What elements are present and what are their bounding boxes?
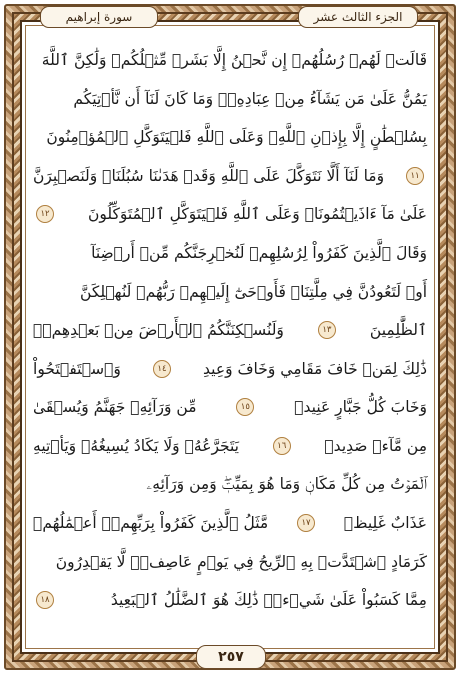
juz-label: الجزء الثالث عشر	[298, 6, 418, 28]
verse-line	[33, 196, 427, 232]
verse-text: عَلَىٰ مَآ ءَاذَيۡتُمُونَاۚ وَعَلَى ٱللَّهِ فَلۡيَتَوَكَّلِ ٱلۡمُتَوَكِّلُونَ	[88, 205, 427, 224]
verse-text: يَمُنُّ عَلَىٰ مَن يَشَآءُ مِنۡ عِبَادِهِۦۖ وَمَا كَانَ لَنَآ أَن نَّأۡتِيَكُم	[73, 89, 427, 108]
verse-text: بِسُلۡطَٰنٍ إِلَّا بِإِذۡنِ ٱللَّهِۚ وَعَلَى ٱللَّهِ فَلۡيَتَوَكَّلِ ٱلۡمُؤۡمِنُونَ	[46, 128, 427, 147]
verse-text: ٱلۡمَوۡتُ مِن كُلِّ مَكَانٖ وَمَا هُوَ بِمَيِّتٖۖ وَمِن وَرَآئِهِۦ	[146, 475, 427, 494]
verse-line	[33, 312, 427, 348]
ayah-number-marker: ١٦	[273, 437, 291, 455]
verse-text: وَخَابَ كُلُّ جَبَّارٍ عَنِيدٖ	[294, 398, 427, 417]
verse-text: مَّثَلُ ٱلَّذِينَ كَفَرُواْ بِرَبِّهِمۡۖ أَعۡمَٰلُهُمۡ	[33, 514, 269, 533]
verse-text: ذَٰلِكَ لِمَنۡ خَافَ مَقَامِي وَخَافَ وَعِيدِ	[203, 359, 427, 378]
verse-text: وَٱسۡتَفۡتَحُواْ	[33, 359, 121, 378]
verse-text: مِن مَّآءٖ صَدِيدٖ	[324, 437, 427, 455]
verse-line	[33, 428, 427, 464]
verse-text: ٱلظَّٰلِمِينَ	[369, 321, 427, 340]
verse-text: وَلَنُسۡكِنَنَّكُمُ ٱلۡأَرۡضَ مِنۢ بَعۡدِهِمۡۚ	[33, 321, 284, 340]
ayah-number-marker: ١٤	[153, 360, 171, 378]
verse-line	[33, 42, 427, 78]
verse-line	[33, 544, 427, 580]
verse-text: قَالَتۡ لَهُمۡ رُسُلُهُمۡ إِن نَّحۡنُ إِلَّا بَشَرٞ مِّثۡلُكُمۡ وَلَٰكِنَّ ٱللَّهَ	[41, 51, 427, 69]
ayah-number-marker: ١٥	[236, 398, 254, 416]
verse-line	[33, 274, 427, 310]
verse-text-area	[33, 42, 427, 634]
verse-text: مِمَّا كَسَبُواْ عَلَىٰ شَيۡءٖۚ ذَٰلِكَ هُوَ ٱلضَّلَٰلُ ٱلۡبَعِيدُ	[110, 591, 427, 610]
ayah-number-marker: ١٢	[36, 205, 54, 223]
verse-text: يَتَجَرَّعُهُۥ وَلَا يَكَادُ يُسِيغُهُۥ وَيَأۡتِيهِ	[33, 437, 239, 455]
verse-text: مِّن وَرَآئِهِۦ جَهَنَّمُ وَيُسۡقَىٰ	[33, 398, 197, 417]
verse-line	[33, 158, 427, 194]
verse-text: عَذَابٌ غَلِيظٞ	[343, 514, 427, 533]
verse-line	[33, 119, 427, 155]
verse-line	[33, 389, 427, 425]
verse-text: أَوۡ لَتَعُودُنَّ فِي مِلَّتِنَاۖ فَأَوۡحَىٰٓ إِلَيۡهِمۡ رَبُّهُمۡ لَنُهۡلِكَنَّ	[80, 282, 427, 301]
verse-line	[33, 81, 427, 117]
verse-text: وَقَالَ ٱلَّذِينَ كَفَرُواْ لِرُسُلِهِمۡ لَنُخۡرِجَنَّكُم مِّنۡ أَرۡضِنَآ	[91, 244, 427, 262]
ayah-number-marker: ١٣	[318, 321, 336, 339]
verse-text: وَمَا لَنَآ أَلَّا نَتَوَكَّلَ عَلَى ٱللَّهِ وَقَدۡ هَدَىٰنَا سُبُلَنَاۚ وَلَنَصۡبِرَنَّ	[33, 166, 385, 185]
verse-line	[33, 235, 427, 271]
ayah-number-marker: ١٨	[36, 591, 54, 609]
verse-line	[33, 505, 427, 541]
verse-text: كَرَمَادٍ ٱشۡتَدَّتۡ بِهِ ٱلرِّيحُ فِي يَوۡمٍ عَاصِفٖۖ لَّا يَقۡدِرُونَ	[55, 552, 427, 571]
verse-line	[33, 351, 427, 387]
page-number: ٢٥٧	[196, 645, 266, 669]
verse-line	[33, 582, 427, 618]
surah-label: سورة إبراهيم	[40, 6, 158, 28]
verse-line	[33, 467, 427, 503]
ayah-number-marker: ١١	[406, 167, 424, 185]
ayah-number-marker: ١٧	[297, 514, 315, 532]
